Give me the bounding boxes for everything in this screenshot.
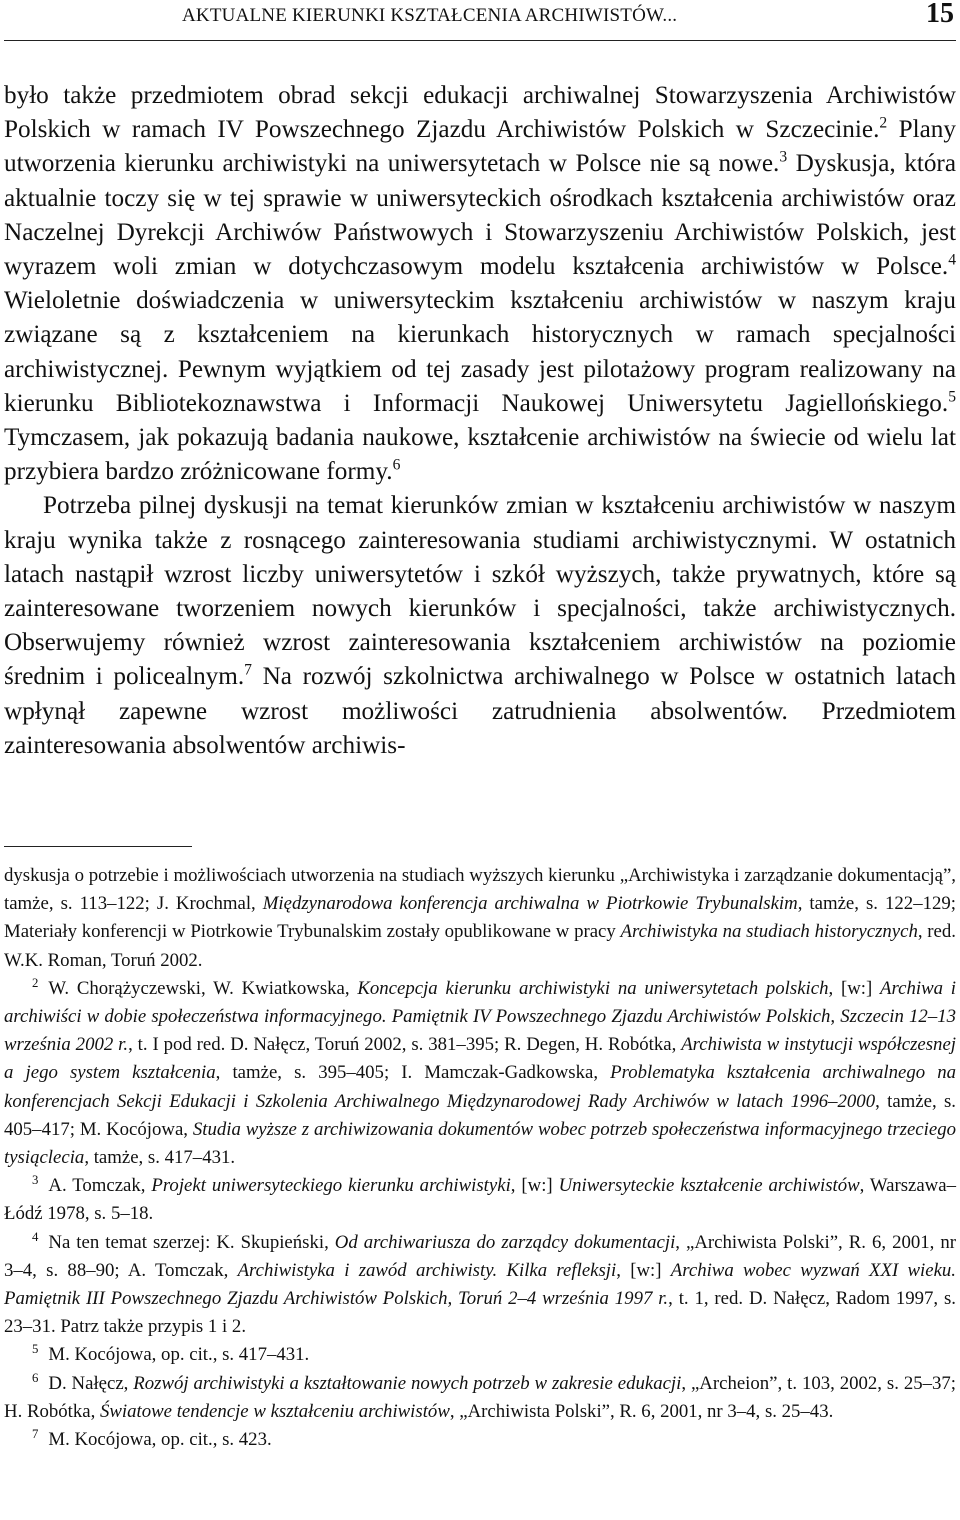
text-run: D. Nałęcz, [48,1372,134,1394]
document-page [4,0,956,1451]
text-run: W. Chorążyczewski, W. Kwiatkowska, [48,977,358,999]
page-number: 15 [926,0,954,29]
text-run: Potrzeba pilnej dyskusji na temat kierunków zmian w kształceniu archiwistów w naszym kraju wynika także z rosnącego zainteresowania studiami archiwistycznymi. W ostatnich latach nastąpił wzrost liczby uniwersytetów i szkół wyższych, także prywatnych, które są zainteresowane tworzeniem nowych kierunków i specjalności, także archiwistycznych. Obserwujemy również wzrost zainteresowania kształceniem archiwistów na poziomie średnim i policealnym. [4,492,956,691]
main-text [4,79,956,763]
text-run: A. Tomczak, [48,1175,152,1197]
italic-title: Międzynarodowa konferencja archiwalna w Piotrkowie Trybunalskim [262,893,798,915]
text-run: było także przedmiotem obrad sekcji edukacji archiwalnej Stowarzyszenia Archiwistów Polskich w ramach IV Powszechnego Zjazdu Archiwistów Polskich w Szczecinie. [4,82,956,144]
text-run: , „Archiwista Polski”, R. 6, 2001, nr 3–4, s. 25–43. [449,1400,834,1422]
italic-title: Uniwersyteckie kształcenie archiwistów [558,1175,860,1197]
footnote-ref-3: 3 [779,148,788,166]
footnote-ref-2: 2 [879,114,888,132]
italic-title: Światowe tendencje w kształceniu archiwistów [100,1400,450,1422]
text-run: , [w:] [510,1175,559,1197]
text-run: , [w:] [616,1259,671,1281]
footnote-number: 7 [32,1427,39,1442]
italic-title: Archiwista w instytucji współczesnej a jego system kształcenia [4,1034,956,1084]
footnote-number: 2 [32,975,39,990]
text-run: , Warszawa–Łódź 1978, s. 5–18. [4,1175,956,1225]
footnote-ref-4: 4 [948,251,956,269]
text-run: Wieloletnie doświadczenia w uniwersyteckim kształceniu archiwistów w naszym kraju związane są z kształceniem na kierunkach historycznych w ramach specjalności archiwistycznej. Pewnym wyjątkiem od tej zasady jest pilotażowy program realizowany na kierunku Bibliotekoznawstwa i Informacji Naukowej Uniwersytetu Jagiellońskiego. [4,287,956,417]
text-run: , t. 1, red. D. Nałęcz, Radom 1997, s. 23–31. Patrz także przypis 1 i 2. [4,1288,956,1338]
footnote-6 [4,1370,956,1426]
footnote-separator [4,846,192,847]
italic-title: Od archiwariusza do zarządcy dokumentacji [334,1231,676,1253]
italic-title: Rozwój archiwistyki a kształtowanie nowych potrzeb w zakresie edukacji [133,1372,682,1394]
footnote-number: 6 [32,1370,39,1385]
footnote-3 [4,1172,956,1228]
italic-title: Archiwa i archiwiści w dobie społeczeństwa informacyjnego. Pamiętnik IV Powszechnego Zjazdu Archiwistów Polskich, Szczecin 12–13 września 2002 r. [4,977,956,1056]
text-run: M. Kocójowa, op. cit., s. 417–431. [48,1344,310,1366]
footnote-2 [4,975,956,1172]
text-run: Na ten temat szerzej: K. Skupieński, [48,1231,335,1253]
text-run: , red. W.K. Roman, Toruń 2002. [4,921,956,971]
footnote-7 [4,1426,956,1454]
text-run: , tamże, s. 395–405; I. Mamczak-Gadkowska, [215,1062,611,1084]
footnote-number: 5 [32,1342,39,1357]
italic-title: Studia wyższe z archiwizowania dokumentów wobec potrzeb społeczeństwa informacyjnego trzeciego tysiąclecia [4,1118,956,1169]
footnote-1-continuation [4,862,956,975]
footnote-ref-5: 5 [948,388,956,406]
footnote-ref-7: 7 [244,661,252,679]
footnotes [4,862,956,1454]
italic-title: Archiwa wobec wyzwań XXI wieku. Pamiętnik III Powszechnego Zjazdu Archiwistów Polskich, Toruń 2–4 września 1997 r. [4,1259,956,1310]
italic-title: Archiwistyka i zawód archiwisty. Kilka refleksji [237,1259,617,1281]
text-run: Tymczasem, jak pokazują badania naukowe, kształcenie archiwistów na świecie od wielu lat przybiera bardzo zróżnicowane formy. [4,424,956,486]
text-run: , tamże, s. 417–431. [84,1147,236,1169]
paragraph-1 [4,79,956,489]
text-run: Na rozwój szkolnictwa archiwalnego w Polsce w ostatnich latach wpłynął zapewne wzrost możliwości zatrudnienia absolwentów. Przedmiotem zainteresowania absolwentów archiwis- [4,663,956,759]
text-run: , „Archeion”, t. 103, 2002, s. 25–37; H. Robótka, [4,1372,956,1422]
text-run: , [w:] [828,977,881,999]
text-run: , tamże, s. 122–129; Materiały konferencji w Piotrkowie Trybunalskim zostały opublikowane w pracy [4,893,956,943]
italic-title: Projekt uniwersyteckiego kierunku archiwistyki [151,1175,511,1197]
paragraph-2 [4,489,956,763]
text-run: Dyskusja, która aktualnie toczy się w tej sprawie w uniwersyteckich ośrodkach kształcenia archiwistów oraz Naczelnej Dyrekcji Archiwów Państwowych i Stowarzyszeniu Archiwistów Polskich, jest wyrazem woli zmian w dotychczasowym modelu kształcenia archiwistów w Polsce. [4,150,956,281]
footnote-5 [4,1341,956,1369]
italic-title: Archiwistyka na studiach historycznych [620,921,918,943]
text-run: Plany utworzenia kierunku archiwistyki na uniwersytetach w Polsce nie są nowe. [4,116,956,178]
text-run: , „Archiwista Polski”, R. 6, 2001, nr 3–4, s. 88–90; A. Tomczak, [4,1231,956,1281]
footnote-number: 3 [32,1173,39,1188]
italic-title: Problematyka kształcenia archiwalnego na konferencjach Sekcji Edukacji i Szkolenia Archiwalnego Międzynarodowej Rady Archiwów w latach 1996–2000 [4,1062,956,1112]
footnote-ref-6: 6 [392,456,401,474]
text-run: , t. I pod red. D. Nałęcz, Toruń 2002, s. 381–395; R. Degen, H. Robótka, [128,1034,682,1056]
text-run: , tamże, s. 405–417; M. Kocójowa, [4,1090,956,1140]
running-title: AKTUALNE KIERUNKI KSZTAŁCENIA ARCHIWISTÓW... [182,5,678,26]
footnote-4 [4,1229,956,1342]
text-run: dyskusja o potrzebie i możliwościach utworzenia na studiach wyższych kierunku „Archiwistyka i zarządzanie dokumentacją”, tamże, s. 113–122; J. Krochmal, [4,865,956,915]
italic-title: Koncepcja kierunku archiwistyki na uniwersytetach polskich [357,977,829,999]
footnote-number: 4 [32,1229,39,1244]
running-header [4,0,956,41]
text-run: M. Kocójowa, op. cit., s. 423. [48,1429,272,1451]
